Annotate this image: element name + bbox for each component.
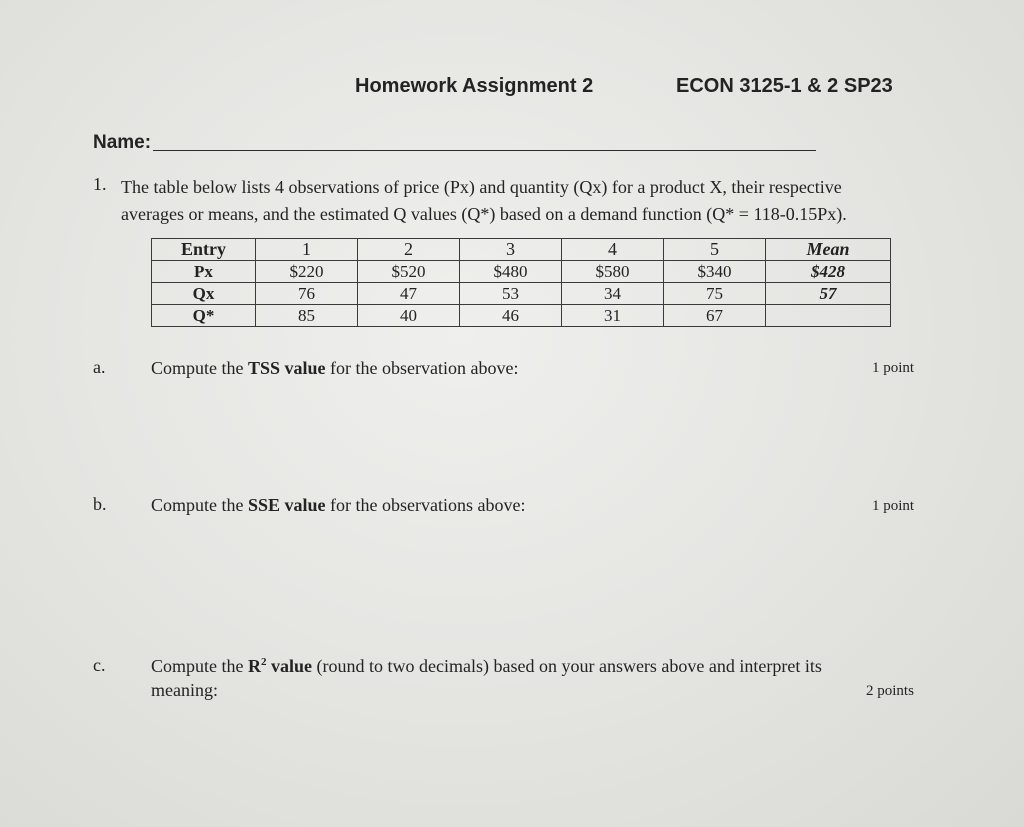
data-table	[151, 238, 891, 327]
part-c-prefix: Compute the	[151, 656, 248, 676]
part-c-letter: c.	[93, 655, 106, 675]
table-row-label: Px	[152, 261, 256, 283]
question-text-line-2: averages or means, and the estimated Q values (Q*) based on a demand function (Q* = 118-0.15Px).	[121, 204, 847, 224]
table-row-label: Q*	[152, 305, 256, 327]
table-header-cell: Entry	[152, 239, 256, 261]
table-header-cell: 3	[460, 239, 562, 261]
name-blank-line	[153, 150, 816, 151]
part-a-suffix: for the observation above:	[325, 358, 519, 378]
table-cell: 34	[562, 283, 664, 305]
part-c-line-1	[151, 654, 911, 678]
part-c-suffix: (round to two decimals) based on your answers above and interpret its	[312, 656, 822, 676]
table-header-cell: 2	[358, 239, 460, 261]
assignment-title: Homework Assignment 2	[355, 75, 594, 97]
table-header-cell: Mean	[766, 239, 891, 261]
table-mean-cell	[766, 305, 891, 327]
part-c-keyword-main: R	[248, 656, 261, 676]
name-label: Name:	[93, 132, 152, 153]
table-cell: 31	[562, 305, 664, 327]
part-a-keyword: TSS value	[248, 358, 326, 378]
table-mean-cell: $428	[766, 261, 891, 283]
table-header-cell: 5	[664, 239, 766, 261]
table-cell: 76	[256, 283, 358, 305]
course-code: ECON 3125-1 & 2 SP23	[676, 75, 893, 97]
table-cell: 67	[664, 305, 766, 327]
table-cell: $220	[256, 261, 358, 283]
table-mean-cell: 57	[766, 283, 891, 305]
table-cell: $520	[358, 261, 460, 283]
question-text	[121, 174, 931, 228]
table-cell: $580	[562, 261, 664, 283]
part-b-letter: b.	[93, 494, 107, 514]
table-row	[152, 261, 891, 283]
part-a-letter: a.	[93, 357, 106, 377]
table-header-row	[152, 239, 891, 261]
part-c-points: 2 points	[866, 683, 914, 699]
table-row-label: Qx	[152, 283, 256, 305]
table-cell: $480	[460, 261, 562, 283]
part-a-text	[151, 356, 518, 380]
table-cell: 46	[460, 305, 562, 327]
part-b-points: 1 point	[872, 498, 915, 514]
part-b-keyword: SSE value	[248, 495, 326, 515]
table-header-cell: 1	[256, 239, 358, 261]
table-row	[152, 283, 891, 305]
part-c-keyword-tail: value	[266, 656, 313, 676]
table-cell: 53	[460, 283, 562, 305]
question-number: 1.	[93, 174, 107, 194]
table-cell: 75	[664, 283, 766, 305]
part-c-text	[151, 654, 911, 702]
table-cell: 47	[358, 283, 460, 305]
table-header-cell: 4	[562, 239, 664, 261]
part-a-points: 1 point	[872, 360, 915, 376]
question-text-line-1: The table below lists 4 observations of price (Px) and quantity (Qx) for a product X, their respective	[121, 177, 842, 197]
part-b-text	[151, 493, 525, 517]
part-b-suffix: for the observations above:	[325, 495, 526, 515]
table-cell: 40	[358, 305, 460, 327]
part-c-keyword-superscript: 2	[261, 656, 267, 668]
part-c-line-2: meaning:	[151, 680, 218, 700]
table-cell: $340	[664, 261, 766, 283]
part-a-prefix: Compute the	[151, 358, 248, 378]
part-b-prefix: Compute the	[151, 495, 248, 515]
table-row	[152, 305, 891, 327]
part-c-keyword	[248, 656, 312, 676]
table-cell: 85	[256, 305, 358, 327]
